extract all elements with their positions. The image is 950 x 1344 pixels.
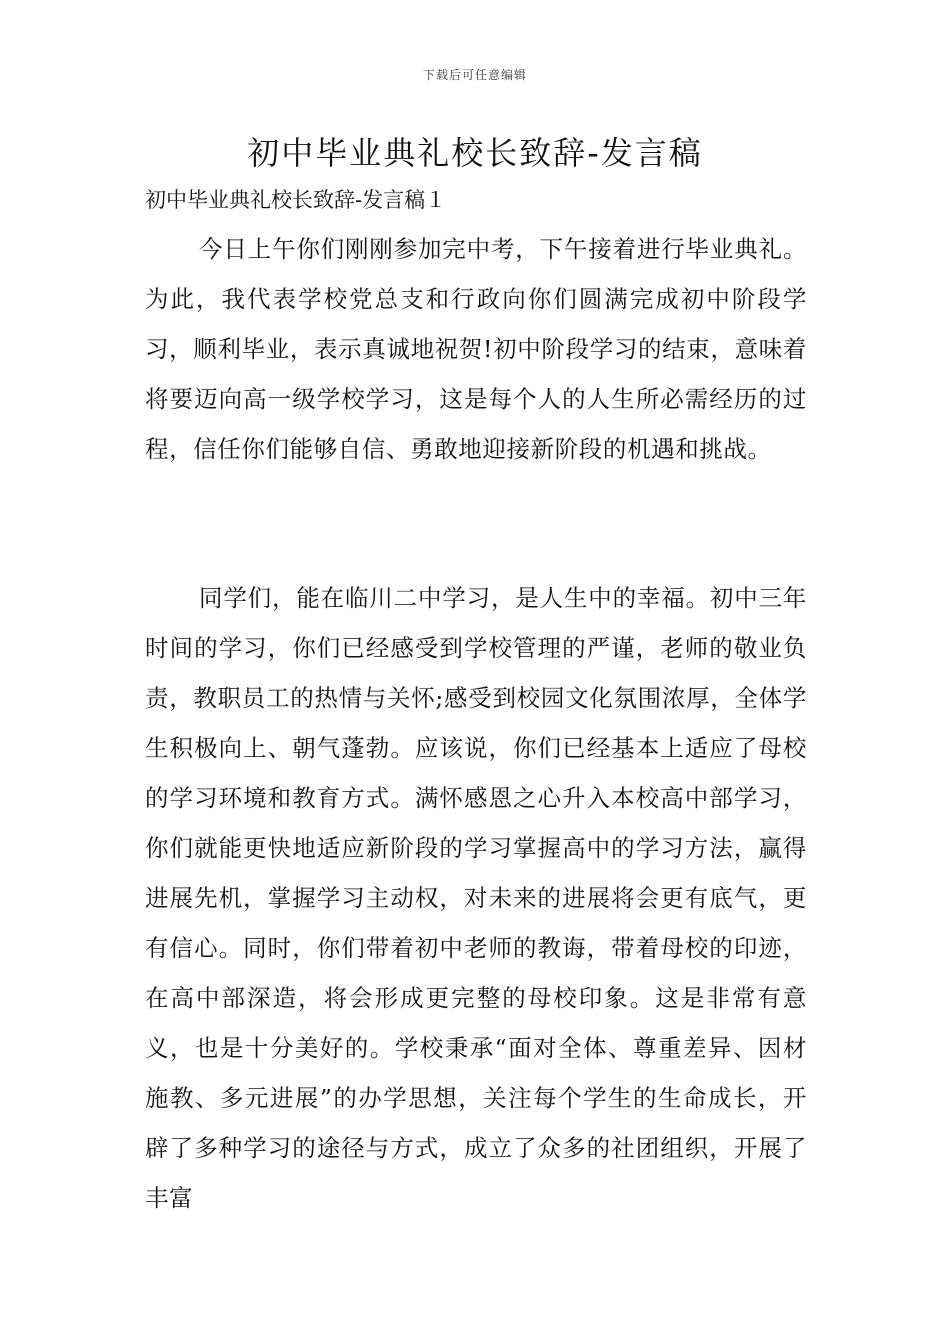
body-paragraph: 同学们，能在临川二中学习，是人生中的幸福。初中三年时间的学习，你们已经感受到学校管理的严谨，老师的敬业负责，教职员工的热情与关怀;感受到校园文化氛围浓厚，全体学生积极向上、朝气蓬勃。应该说，你们已经基本上适应了母校的学习环境和教育方式。满怀感恩之心升入本校高中部学习，你们就能更快地适应新阶段的学习掌握高中的学习方法，赢得进展先机，掌握学习主动权，对未来的进展将会更有底气，更有信心。同时，你们带着初中老师的教诲，带着母校的印迹，在高中部深造，将会形成更完整的母校印象。这是非常有意义，也是十分美好的。学校秉承“面对全体、尊重差异、因材施教、多元进展”的办学思想，关注每个学生的生命成长，开辟了多种学习的途径与方式，成立了众多的社团组织，开展了丰富 — [145, 584, 807, 1212]
document-title: 初中毕业典礼校长致辞-发言稿 — [247, 134, 703, 172]
header-note: 下载后可任意编辑 — [422, 68, 527, 82]
body-paragraph: 今日上午你们刚刚参加完中考，下午接着进行毕业典礼。为此，我代表学校党总支和行政向你们圆满完成初中阶段学习，顺利毕业，表示真诚地祝贺!初中阶段学习的结束，意味着将要迈向高一级学校学习，这是每个人的人生所必需经历的过程，信任你们能够自信、勇敢地迎接新阶段的机遇和挑战。 — [145, 235, 807, 463]
document-subtitle: 初中毕业典礼校长致辞-发言稿１ — [145, 188, 447, 212]
